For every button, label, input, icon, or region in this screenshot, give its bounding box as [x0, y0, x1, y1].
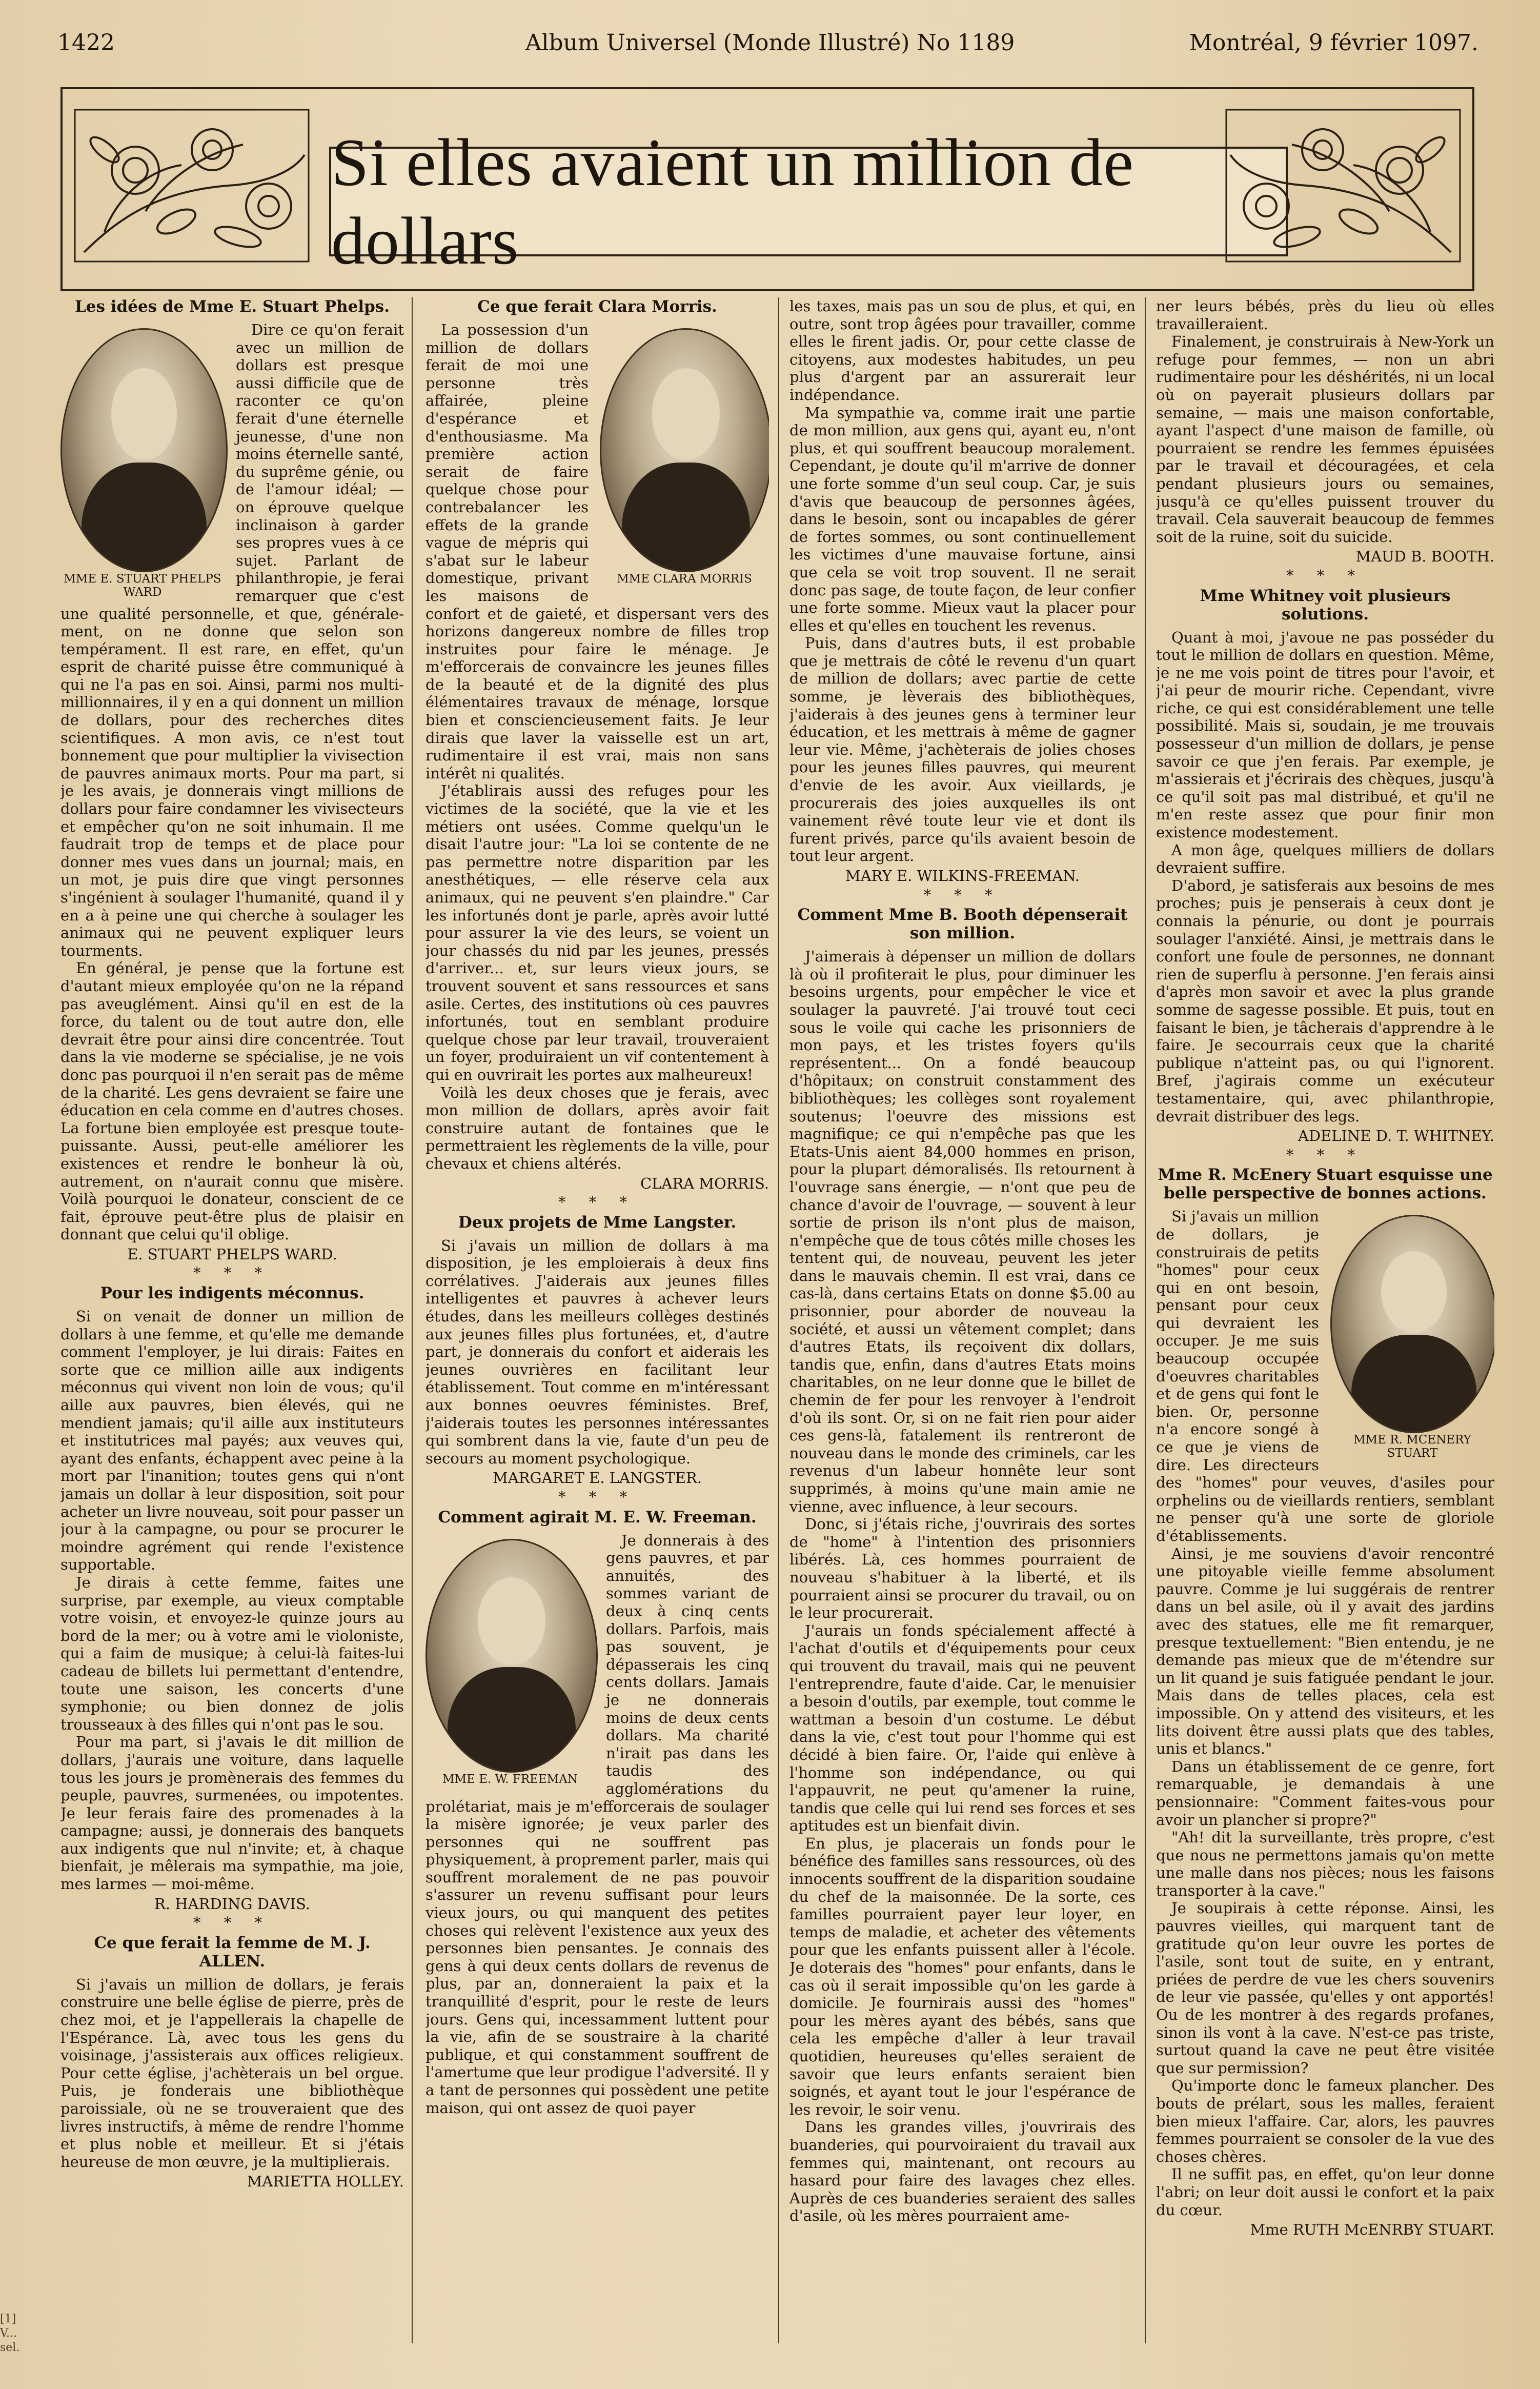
- section-divider: * * *: [558, 1193, 636, 1211]
- headline-box: [329, 125, 1288, 278]
- section-heading: Ce que ferait Clara Morris.: [477, 297, 717, 316]
- paragraph: Je dirais à cette femme, faites une surprise, par exemple, au vieux comptable votre voisin, et envoyez-le quinze jours au bord de la mer; ou à votre ami le violoniste, qui a faim de musique; à celui-là faites-lui cadeau de billets lui permettant d'entendre, toute une saison, les concerts d'une symphonie; ou bien donnez de jolis trousseaux à des filles qui n'ont pas le sou.: [60, 1573, 404, 1733]
- section-divider: * * *: [1286, 1146, 1364, 1163]
- paragraph: J'aimerais à dépenser un million de dollars là où il profiterait le plus, pour diminuer les besoins urgents, pour empêcher le vice et soulager la pauvreté. J'ai trouvé tout ceci sous le voile qui cache les prisonniers de mon pays, et les tristes foyers qu'ils représentent... On a fondé beaucoup d'hôpitaux; on construit constamment des bibliothèques; les collèges sont royalement soutenus; l'oeuvre des missions est magnifique; ce qui n'empêche pas que les Etats-Unis aient 84,000 hommes en prison, pour la plupart démoralisés. Ils retournent à l'ouvrage sans énergie, — n'ont que peu de chance d'avoir de l'ouvrage, — souvent à leur sortie de prison ils n'ont plus de maison, n'empêche que de tous côtés mille choses les tentent qui, de nouveau, peuvent les jeter dans le mauvais chemin. Il est vrai, dans ce cas-là, dans certains Etats on donne $5.00 au prisonnier, pour aborder de nouveau la société, et aussi un vêtement complet; dans d'autres Etats, ils reçoivent dix dollars, tandis que, enfin, dans d'autres Etats moins charitables, on ne leur donne que le billet de chemin de fer pour les renvoyer à l'endroit d'où ils sont. Or, si on ne fait rien pour aider ces gens-là, fatalement ils rentreront de nouveau dans le monde des criminels, car les revenus d'un labeur honnête leur sont supprimés, à moins qu'une main amie ne vienne, avec influence, à leur secours.: [789, 948, 1136, 1515]
- photo-caption: MME E. W. FREEMAN: [442, 1772, 578, 1786]
- portrait-photo: [600, 328, 769, 572]
- signature: ADELINE D. T. WHITNEY.: [1298, 1127, 1494, 1145]
- paragraph: J'aurais un fonds spécialement affecté à l'achat d'outils et d'équipements pour ceux qui trouvent du travail, mais qui ne peuvent l'entreprendre, faute d'aide. Car, le menuisier a besoin d'outils, par exemple, tout comme le wattman a besoin d'un costume. Le début dans la vie, c'est tout pour l'homme qui est décidé à bien faire. Or, l'aide qui enlève à l'homme son indépendance, ou qui l'appauvrit, ne peut qu'amener la ruine, tandis que celle qui lui rend ses forces et ses aptitudes est un bienfait divin.: [789, 1621, 1136, 1835]
- signature: Mme RUTH McENRBY STUART.: [1250, 2221, 1494, 2239]
- section-heading: Comment Mme B. Booth dépenserait son million.: [797, 906, 1128, 943]
- page-number: 1422: [57, 30, 115, 56]
- section-divider: * * *: [1286, 566, 1364, 584]
- margin-scrap: [1] V... sel.: [0, 2313, 20, 2354]
- issue-date: Montréal, 9 février 1097.: [1189, 30, 1478, 56]
- paragraph: Je soupirais à cette réponse. Ainsi, les pauvres vieilles, qui marquent tant de gratitude qu'on leur ouvre les portes de l'asile, sont tout de suite, en y entrant, priées de perdre de vue les chers souvenirs de leur vie passée, qu'elles y ont apportés! Ou de les montrer à des regards profanes, sinon ils vont à la cave. N'est-ce pas triste, surtout quand la cave ne peut être visitée que sur permission?: [1156, 1899, 1494, 2077]
- photo-caption: MME R. MCENERY STUART: [1353, 1433, 1471, 1460]
- portrait-phelps: [60, 328, 225, 599]
- paragraph: ner leurs bébés, près du lieu où elles travailleraient.: [1156, 297, 1494, 333]
- portrait-freeman: [425, 1539, 595, 1786]
- paragraph: Il ne suffit pas, en effet, qu'on leur donne l'abri; on leur doit aussi le confort et la paix du cœur.: [1156, 2165, 1494, 2219]
- section-heading: Comment agirait M. E. W. Freeman.: [438, 1508, 757, 1527]
- portrait-photo: [1330, 1215, 1494, 1433]
- section-divider: * * *: [193, 1914, 271, 1932]
- paragraph: D'abord, je satisferais aux besoins de mes proches; puis je penserais à ceux dont je connais la pénurie, ou dont je pourrais soulager l'anxiété. Ainsi, je mettrais dans le confort une foule de personnes, ne donnant rien de superflu à personne. J'en ferais ainsi d'après mon savoir et avec la plus grande somme de sagesse possible. Et puis, tout en faisant le bien, je tâcherais d'apprendre à le faire. Je secourrais ceux que la charité publique n'atteint pas, ou qui l'ignorent. Bref, j'agirais comme un exécuteur testamentaire, qui, avec philanthropie, devrait distribuer des legs.: [1156, 876, 1494, 1125]
- floral-ornament-left-icon: [74, 109, 310, 263]
- paragraph: les taxes, mais pas un sou de plus, et qui, en outre, sont trop âgées pour travailler, comme elles le firent jadis. Or, pour cette classe de citoyens, aux modestes habitudes, un peu plus d'argent par an assurerait leur indépendance.: [789, 297, 1136, 404]
- portrait-morris: [600, 328, 769, 586]
- paragraph: Puis, dans d'autres buts, il est probable que je mettrais de côté le revenu d'un quart de million de dollars; avec partie de cette somme, je lèverais des bibliothèques, j'aiderais à des jeunes gens à terminer leur éducation, et les mettrais à même de gagner leur vie. Même, j'achèterais de jolies choses pour les jeunes filles pauvres, qui meurent d'envie de les avoir. Aux vieillards, je procurerais des joies auxquelles ils ont vainement rêvé toute leur vie et dont ils furent privés, parce qu'ils avaient besoin de tout leur argent.: [789, 634, 1136, 865]
- photo-caption: MME CLARA MORRIS: [617, 572, 752, 586]
- paragraph: Dire ce qu'on ferait avec un million de dollars est presque aussi difficile que de raconter ce qu'on ferait d'une éternelle jeunesse, d'une non moins éternelle santé, du suprême génie, ou de l'amour idéal; — on éprouve quelque inclinaison à garder ses propres vues à ce sujet. Parlant de philanthropie, je ferai remarquer que c'est une qualité personnelle, et que, générale-ment, on ne donne que selon son tempérament. Il est rare, en effet, qu'un esprit de charité puisse être communiqué à qui ne l'a pas en soi. Ainsi, parmi nos multi-millionnaires, il y en a qui donnent un million de dollars, pour des recherches dites scientifiques. A mon avis, ce n'est tout bonnement que pour multiplier la vivisection de pauvres animaux morts. Pour ma part, si je les avais, je donnerais vingt millions de dollars pour faire condamner les vivisecteurs et empêcher qu'on ne soit inhumain. Il me faudrait trop de temps et de place pour donner mes vues dans un journal; mais, en un mot, je puis dire que vingt personnes s'ingénient à soulager l'humanité, quand il y en a à peine une qui cherche à soulager les animaux qui ne peuvent expliquer leurs tourments.: [60, 321, 404, 959]
- floral-ornament-right-icon: [1225, 109, 1461, 263]
- paragraph: Dans un établissement de ce genre, fort remarquable, je demandais à une pensionnaire: "Comment faites-vous pour avoir un plancher si propre?": [1156, 1757, 1494, 1829]
- signature: CLARA MORRIS.: [640, 1174, 769, 1192]
- section-heading: Ce que ferait la femme de M. J. ALLEN.: [94, 1933, 371, 1971]
- paragraph: Finalement, je construirais à New-York un refuge pour femmes, — non un abri rudimentaire pour les déshérités, ni un local où on payerait plusieurs dollars par semaine, — mais une maison confortable, ayant l'aspect d'une maison de famille, où pourraient se rendre les femmes épuisées par le travail et découragées, et cela pendant plusieurs jours ou semaines, jusqu'à ce qu'elles puissent trouver du travail. Cela sauverait beaucoup de femmes soit de la ruine, soit du suicide.: [1156, 333, 1494, 546]
- column-rule: [1145, 297, 1146, 2343]
- paragraph: Si on venait de donner un million de dollars à une femme, et qu'elle me demande comment l'employer, je lui dirais: Faites en sorte que ce million aille aux indigents méconnus qui vivent non loin de vous; qu'il aille aux pauvres, bien élevés, qui ne mendient jamais; qu'il aille aux instituteurs et institutrices mal payés; aux veuves qui, ayant des enfants, échappent avec peine à la mort par l'inanition; toutes gens qui n'ont jamais un dollar à leur disposition, soit pour acheter un livre nouveau, soit pour passer un jour à la campagne, ou pour se procurer le moindre agrément qui rende l'existence supportable.: [60, 1308, 404, 1574]
- section-heading: Deux projets de Mme Langster.: [458, 1213, 737, 1232]
- portrait-photo: [60, 328, 228, 572]
- section-heading: Mme Whitney voit plusieurs solutions.: [1200, 586, 1451, 624]
- signature: E. STUART PHELPS WARD.: [127, 1245, 337, 1263]
- section-divider: * * *: [923, 886, 1002, 904]
- paragraph: Pour ma part, si j'avais le dit million de dollars, j'aurais une voiture, dans laquelle tous les jours je promènerais des femmes du peuple, pauvres, surmenées, ou impotentes. Je leur ferais faire des promenades à la campagne; aussi, je donnerais des banquets aux indigents que nul n'invite; et, à chaque bienfait, je mêlerais ma sympathie, ma joie, mes larmes — moi-même.: [60, 1733, 404, 1893]
- paragraph: Dans les grandes villes, j'ouvrirais des buanderies, qui pourvoiraient du travail aux femmes qui, maintenant, ont recours au hasard pour faire des lavages chez elles. Auprès de ces buanderies seraient des salles d'asile, où les mères pourraient ame-: [789, 2118, 1136, 2225]
- title-banner: [60, 87, 1474, 291]
- publication-title: Album Universel (Monde Illustré) No 1189: [525, 30, 1015, 56]
- section-heading: Les idées de Mme E. Stuart Phelps.: [75, 297, 390, 316]
- column-2: [425, 297, 769, 2343]
- section-divider: * * *: [193, 1264, 271, 1282]
- paragraph: Voilà les deux choses que je ferais, avec mon million de dollars, après avoir fait construire autant de fontaines que le permettraient les règlements de la ville, pour chevaux et chiens altérés.: [425, 1083, 769, 1172]
- paragraph: "Ah! dit la surveillante, très propre, c'est que nous ne permettons jamais qu'on mette une malle dans nos pièces; nous les faisons transporter à la cave.": [1156, 1829, 1494, 1899]
- paragraph: A mon âge, quelques milliers de dollars devraient suffire.: [1156, 841, 1494, 877]
- column-3: [789, 297, 1136, 2343]
- column-4: [1156, 297, 1494, 2343]
- paragraph: Si j'avais un million de dollars à ma disposition, je les emploierais à deux fins corrélatives. J'aiderais aux jeunes filles intelligentes et pauvres à achever leurs études, dans les meilleurs collèges destinés aux jeunes filles plus fortunées, et, d'autre part, je donnerais du confort et aiderais les jeunes ouvrières en facilitant leur établissement. Tout comme en m'intéressant aux bonnes oeuvres féministes. Bref, j'aiderais toutes les personnes intéressantes qui sombrent dans la vie, faute d'un peu de secours au moment psychologique.: [425, 1236, 769, 1467]
- paragraph: Je donnerais à des gens pauvres, et par annuités, des sommes variant de deux à cinq cents dollars. Parfois, mais pas souvent, je dépasserais les cinq cents dollars. Jamais je ne donnerais moins de deux cents dollars. Ma charité n'irait pas dans les taudis des agglomérations du prolétariat, mais je m'efforcerais de soulager la misère ignorée; je veux parler des personnes qui ne souffrent pas physiquement, à proprement parler, mais qui souffrent moralement de ne pas pouvoir s'assurer un revenu suffisant pour leurs vieux jours, ou qui manquent des petites choses qui relèvent l'existence aux yeux des personnes bien pensantes. Je connais des gens à qui deux cents dollars de revenus de plus, par an, donneraient la paix et la tranquillité d'esprit, pour le reste de leurs jours. Gens qui, incessamment luttent pour la vie, afin de se soustraire à la charité publique, et qui constamment souffrent de l'amertume que leur prodigue l'adversité. Il y a tant de personnes qui possèdent une petite maison, qui ont assez de quoi payer: [425, 1531, 769, 2117]
- portrait-mcenery-stuart: [1330, 1215, 1494, 1460]
- portrait-photo: [425, 1539, 598, 1773]
- paragraph: Quant à moi, j'avoue ne pas posséder du tout le million de dollars en question. Même, je ne me vois point de titres pour l'avoir, et j'ai peur de mourir riche. Cependant, vivre riche, ce qui est considérablement une telle possibilité. Mais si, soudain, je me trouvais possesseur d'un million de dollars, je pense savoir ce que j'en ferais. Par exemple, je m'assierais et j'écrirais des chèques, jusqu'à ce qu'il soit pas mal distribué, et qu'il ne m'en reste assez que pour finir mon existence modestement.: [1156, 628, 1494, 841]
- column-rule: [778, 297, 779, 2343]
- paragraph: Ainsi, je me souviens d'avoir rencontré une pitoyable vieille femme absolument pauvre. Comme je lui suggérais de rentrer dans un bel asile, où il y avait des jardins avec des statues, elle me fit remarquer, presque textuellement: "Bien entendu, je ne demande pas mieux que de m'étendre sur un lit quand je suis fatiguée pendant le jour. Mais dans de telles places, cela est impossible. On y attend des visiteurs, et les lits doivent être aussi plats que des tables, unis et blancs.": [1156, 1544, 1494, 1758]
- section-divider: * * *: [558, 1488, 636, 1505]
- signature: MAUD B. BOOTH.: [1355, 548, 1494, 566]
- paragraph: Donc, si j'étais riche, j'ouvrirais des sortes de "home" à l'intention des prisonniers libérés. Là, ces hommes pourraient de nouveau s'habituer à la liberté, et ils pourraient ainsi se procurer du travail, ou on le leur procurerait.: [789, 1515, 1136, 1622]
- signature: R. HARDING DAVIS.: [154, 1895, 310, 1913]
- section-heading: Pour les indigents méconnus.: [100, 1284, 364, 1303]
- paragraph: Ma sympathie va, comme irait une partie de mon million, aux gens qui, ayant eu, n'ont plus, et qui souffrent beaucoup moralement. Cependant, je doute qu'il m'arrive de donner une forte somme d'un seul coup. Car, je suis d'avis que beaucoup de personnes âgées, dans le besoin, sont ou incapables de gérer de fortes sommes, ou sont continuellement les victimes d'une mauvaise fortune, ainsi que cela se voit trop souvent. Il ne serait donc pas sage, de toute façon, de leur confier une forte somme. Mieux vaut la placer pour elles et qu'elles en touchent les revenus.: [789, 404, 1136, 634]
- paragraph: Si j'avais un million de dollars, je construirais de petits "homes" pour ceux qui en ont besoin, pensant pour ceux qui devraient les occuper. Je me suis beaucoup occupée d'oeuvres charitables et de gens qui font le bien. Or, personne n'a encore songé à ce que je viens de dire. Les directeurs des "homes" pour veuves, d'asiles pour orphelins ou de vieillards rentiers, semblant ne penser qu'à une sorte de gloriole d'établissements.: [1156, 1208, 1494, 1544]
- headline: Si elles avaient un million de dollars: [331, 125, 1134, 278]
- paragraph: La possession d'un million de dollars ferait de moi une personne très affairée, pleine d'espérance et d'enthousiasme. Ma première action serait de faire quelque chose pour contrebalancer les effets de la grande vague de mépris qui s'abat sur le labeur domestique, privant les maisons de confort et de gaieté, et dispersant vers des horizons dangereux nombre de filles trop instruites pour faire le ménage. Je m'efforcerais de convaincre les jeunes filles de la beauté et de la dignité des plus élémentaires travaux de ménage, lorsque bien et consciencieusement faits. Je leur dirais que laver la vaisselle est un art, rudimentaire il est vrai, mais non sans intérêt ni qualités.: [425, 321, 769, 782]
- column-1: [60, 297, 404, 2343]
- section-heading: Mme R. McEnery Stuart esquisse une belle perspective de bonnes actions.: [1158, 1166, 1493, 1203]
- paragraph: En plus, je placerais un fonds pour le bénéfice des familles sans ressources, où des innocents souffrent de la disparition soudaine du chef de la maisonnée. De la sorte, ces familles pourraient payer leur loyer, en temps de maladie, et acheter des vêtements pour que les enfants puissent aller à l'école. Je doterais des "homes" pour enfants, dans le cas où il serait impossible qu'on les garde à domicile. Je fournirais aussi des "homes" pour les mères ayant des bébés, sans que cela les empêche d'aller à leur travail quotidien, heureuses qu'elles seraient de savoir que leurs enfants seraient bien soignés, et ayant tout le jour l'espérance de les revoir, le soir venu.: [789, 1834, 1136, 2118]
- signature: MARY E. WILKINS-FREEMAN.: [845, 867, 1080, 885]
- paragraph: J'établirais aussi des refuges pour les victimes de la société, que la vie et les métiers ont usées. Comme quelqu'un le disait l'autre jour: "La loi se contente de ne pas permettre notre disparition par les anesthétiques, — elle réserve cela aux animaux, qui ne peuvent s'en plaindre." Car les infortunés dont je parle, après avoir lutté pour assurer la vie des leurs, se voient un jour chassés du nid par les jeunes, pressés d'arriver... et, sur leurs vieux jours, se trouvent souvent et sans ressources et sans asile. Certes, des institutions où ces pauvres infortunés, tout en semblant produire quelque chose par leur travail, trouveraient un foyer, produiraient un vif contentement à qui en ouvrirait les portes aux malheureux!: [425, 782, 769, 1083]
- signature: MARIETTA HOLLEY.: [247, 2173, 404, 2191]
- paragraph: Qu'importe donc le fameux plancher. Des bouts de prélart, sous les malles, feraient bien mieux l'affaire. Car, alors, les pauvres femmes pourraient se consoler de la vue des choses chères.: [1156, 2077, 1494, 2165]
- signature: MARGARET E. LANGSTER.: [493, 1469, 702, 1487]
- photo-caption: MME E. STUART PHELPS WARD: [64, 572, 221, 599]
- paragraph: En général, je pense que la fortune est d'autant mieux employée qu'on ne la répand pas aveuglément. Ainsi qu'il en est de la force, du talent ou de tout autre don, elle devrait être pour ainsi dire concentrée. Tout dans la vie moderne se spécialise, je ne vois donc pas pourquoi il n'en serait pas de même de la charité. Les gens devraient se faire une éducation en cela comme en d'autres choses. La fortune bien employée est presque toute-puissante. Aussi, peut-elle améliorer les existences et rendre le bonheur là où, autrement, on n'aurait connu que misère. Voilà pourquoi le donateur, conscient de ce fait, éprouve peut-être plus de plaisir en donnant que celui qu'il oblige.: [60, 959, 404, 1243]
- paragraph: Si j'avais un million de dollars, je ferais construire une belle église de pierre, près de chez moi, et je l'appellerais la chapelle de l'Espérance. Là, avec tous les gens du voisinage, j'assisterais aux offices religieux. Pour cette église, j'achèterais un bel orgue. Puis, je fonderais une bibliothèque paroissiale, où ne se trouveraient que des livres instructifs, à même de rendre l'homme et plus noble et meilleur. Et si j'étais heureuse de mon œuvre, je la multiplierais.: [60, 1975, 404, 2171]
- column-rule: [412, 297, 413, 2343]
